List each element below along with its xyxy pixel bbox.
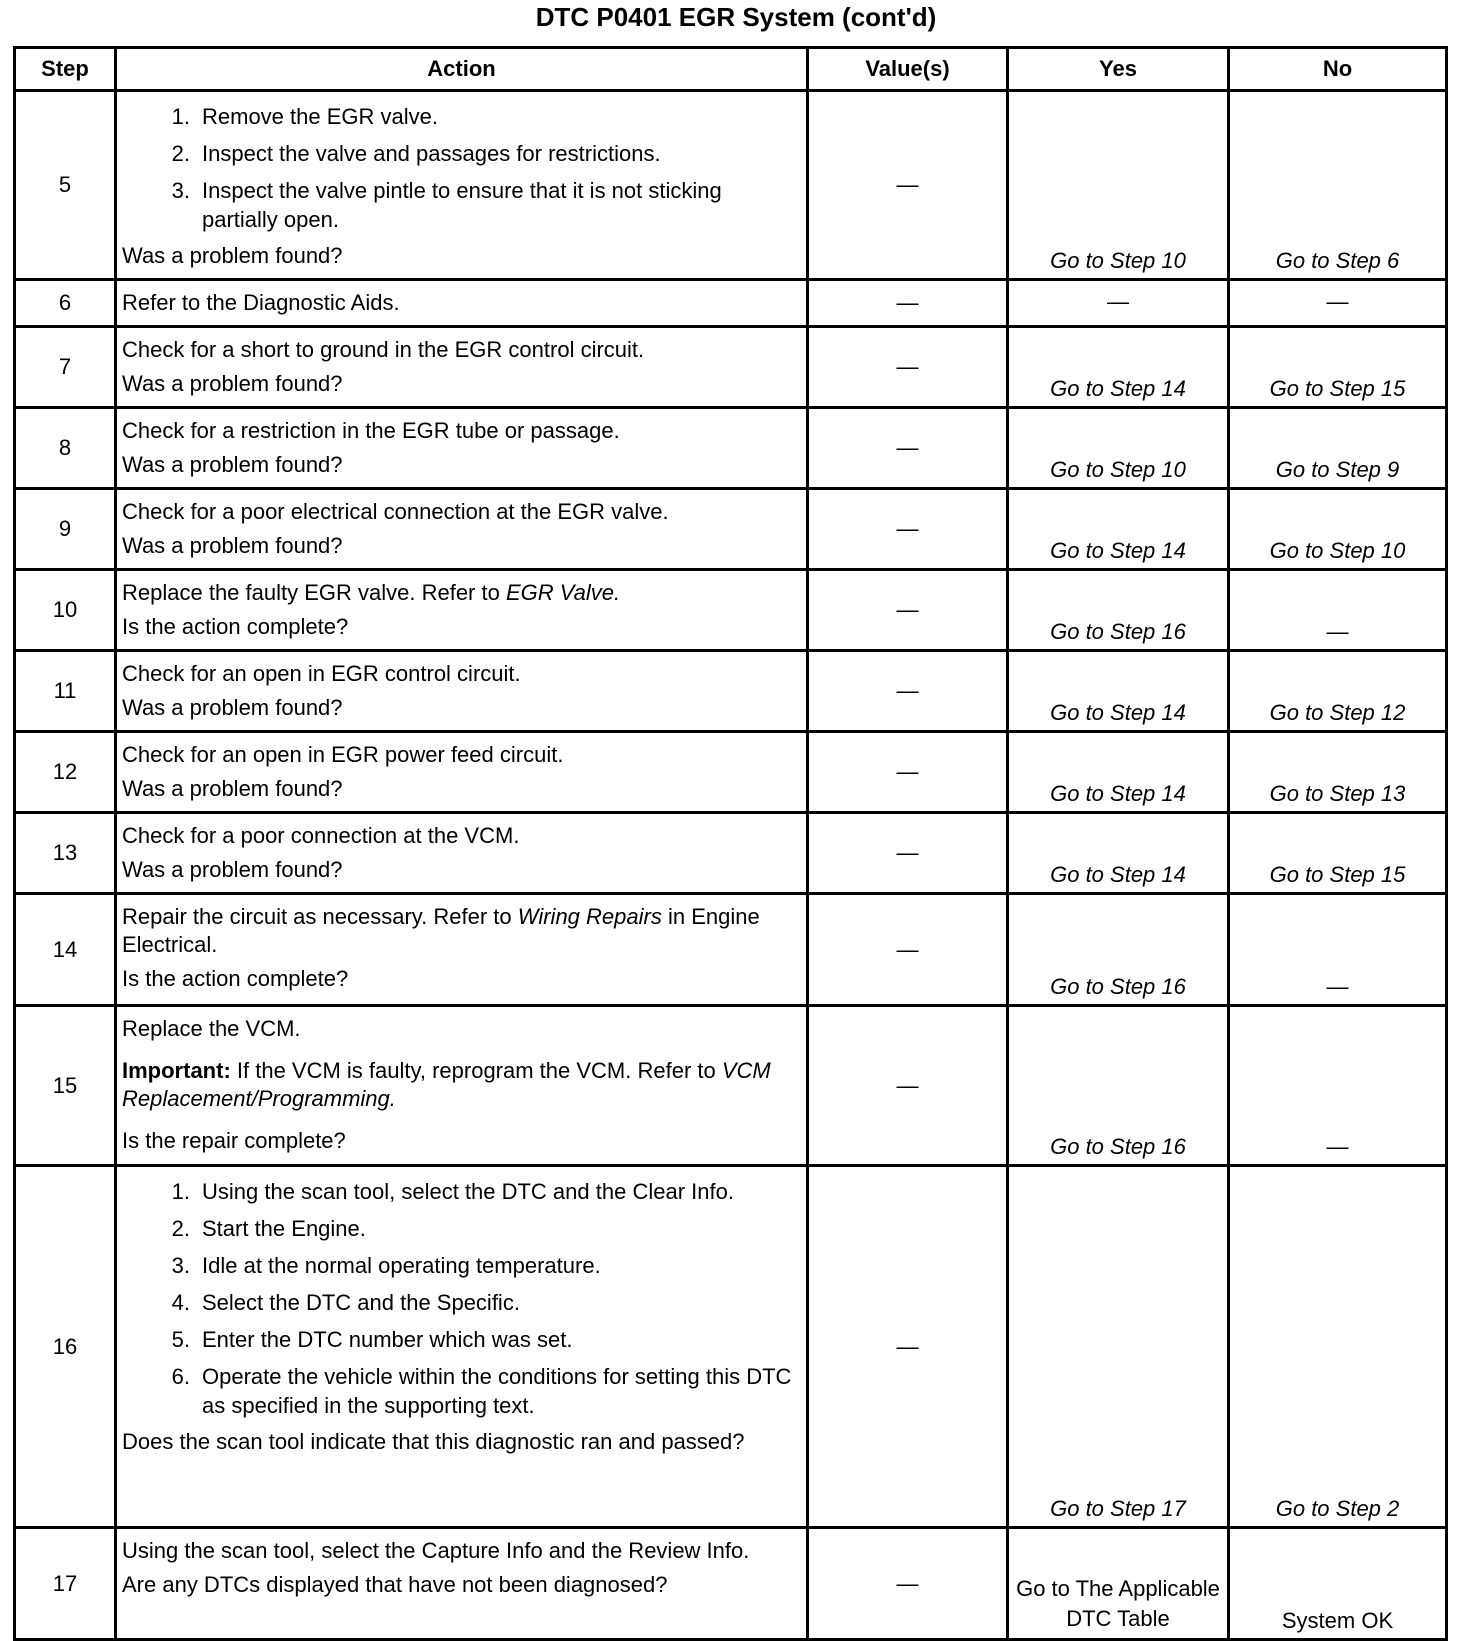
- action-cell: [116, 408, 808, 489]
- action-list-item: [122, 1251, 801, 1280]
- value-cell: —: [808, 280, 1008, 327]
- list-text: Remove the EGR valve.: [202, 104, 438, 129]
- table-row: [15, 1166, 1447, 1528]
- action-list-item: [122, 1214, 801, 1243]
- step-number: 10: [15, 570, 116, 651]
- action-cell: [116, 651, 808, 732]
- no-cell: Go to Step 6: [1229, 91, 1447, 280]
- action-question: Is the repair complete?: [122, 1128, 346, 1153]
- header-values: Value(s): [808, 48, 1008, 91]
- diagnostic-table: [13, 46, 1448, 1641]
- action-cell: [116, 91, 808, 280]
- no-cell: —: [1229, 280, 1447, 327]
- action-text-main: Replace the VCM.: [122, 1016, 301, 1041]
- action-cell: [116, 813, 808, 894]
- table-row: [15, 570, 1447, 651]
- action-cell: [116, 1528, 808, 1640]
- value-cell: —: [808, 1166, 1008, 1528]
- action-text: [122, 336, 801, 364]
- header-step: Step: [15, 48, 116, 91]
- value-cell: —: [808, 327, 1008, 408]
- table-row: [15, 408, 1447, 489]
- action-list-item: [122, 1325, 801, 1354]
- no-cell: Go to Step 15: [1229, 327, 1447, 408]
- action-question: Was a problem found?: [122, 452, 343, 477]
- action-text: [122, 498, 801, 526]
- yes-cell: Go to Step 14: [1008, 732, 1229, 813]
- yes-cell: —: [1008, 280, 1229, 327]
- action-text-main: Repair the circuit as necessary. Refer to: [122, 904, 518, 929]
- step-number: 13: [15, 813, 116, 894]
- action-text-main: Using the scan tool, select the Capture Info and the Review Info.: [122, 1538, 750, 1563]
- list-number: 2.: [171, 141, 190, 166]
- value-cell: —: [808, 732, 1008, 813]
- step-number: 7: [15, 327, 116, 408]
- action-list-item: [122, 1288, 801, 1317]
- step-number: 6: [15, 280, 116, 327]
- value-cell: —: [808, 894, 1008, 1006]
- action-question: Was a problem found?: [122, 533, 343, 558]
- header-yes: Yes: [1008, 48, 1229, 91]
- action-cell: [116, 732, 808, 813]
- table-row: [15, 1528, 1447, 1640]
- action-cell: [116, 280, 808, 327]
- action-question: Was a problem found?: [122, 776, 343, 801]
- action-text-main: Check for an open in EGR power feed circuit.: [122, 742, 564, 767]
- header-no: No: [1229, 48, 1447, 91]
- action-list-item: [122, 1362, 801, 1420]
- list-text: Select the DTC and the Specific.: [202, 1290, 520, 1315]
- yes-cell: Go to Step 14: [1008, 651, 1229, 732]
- action-text: [122, 660, 801, 688]
- yes-cell: Go to Step 10: [1008, 91, 1229, 280]
- yes-cell: Go to Step 14: [1008, 489, 1229, 570]
- no-cell: —: [1229, 894, 1447, 1006]
- action-list-item: [122, 102, 801, 131]
- yes-cell: Go to Step 16: [1008, 894, 1229, 1006]
- action-text: [122, 822, 801, 850]
- value-cell: —: [808, 1006, 1008, 1166]
- step-number: 15: [15, 1006, 116, 1166]
- table-row: [15, 651, 1447, 732]
- table-row: [15, 91, 1447, 280]
- table-row: [15, 732, 1447, 813]
- action-question: Was a problem found?: [122, 371, 343, 396]
- action-text: [122, 417, 801, 445]
- no-cell: Go to Step 15: [1229, 813, 1447, 894]
- action-cell: [116, 1166, 808, 1528]
- action-text-main: Refer to the Diagnostic Aids.: [122, 290, 400, 315]
- action-text-after: in Engine Electrical.: [122, 904, 760, 957]
- action-text: [122, 579, 801, 607]
- no-cell: Go to Step 9: [1229, 408, 1447, 489]
- value-cell: —: [808, 570, 1008, 651]
- action-question: Does the scan tool indicate that this diagnostic ran and passed?: [122, 1429, 745, 1454]
- yes-cell: Go to Step 10: [1008, 408, 1229, 489]
- action-question: Was a problem found?: [122, 243, 343, 268]
- list-number: 2.: [171, 1216, 190, 1241]
- step-number: 11: [15, 651, 116, 732]
- action-question: Is the action complete?: [122, 614, 349, 639]
- reference-link: EGR Valve.: [505, 580, 621, 605]
- table-row: [15, 894, 1447, 1006]
- list-text: Inspect the valve and passages for restrictions.: [202, 141, 661, 166]
- reference-link: VCM Replacement/Programming.: [122, 1058, 771, 1111]
- no-cell: Go to Step 13: [1229, 732, 1447, 813]
- action-text: [122, 741, 801, 769]
- list-text: Enter the DTC number which was set.: [202, 1327, 573, 1352]
- action-text-main: Check for a restriction in the EGR tube or passage.: [122, 418, 620, 443]
- table-row: [15, 327, 1447, 408]
- value-cell: —: [808, 651, 1008, 732]
- action-cell: [116, 894, 808, 1006]
- action-cell: [116, 570, 808, 651]
- action-text: [122, 289, 801, 317]
- step-number: 12: [15, 732, 116, 813]
- no-cell: Go to Step 12: [1229, 651, 1447, 732]
- step-number: 8: [15, 408, 116, 489]
- action-text: [122, 903, 801, 959]
- yes-cell: Go to Step 16: [1008, 570, 1229, 651]
- list-text: Using the scan tool, select the DTC and the Clear Info.: [202, 1179, 734, 1204]
- table-row: [15, 813, 1447, 894]
- action-question: Was a problem found?: [122, 695, 343, 720]
- value-cell: —: [808, 813, 1008, 894]
- value-cell: —: [808, 1528, 1008, 1640]
- action-question: Is the action complete?: [122, 966, 349, 991]
- action-text-main: Check for an open in EGR control circuit.: [122, 661, 521, 686]
- yes-cell: Go to Step 17: [1008, 1166, 1229, 1528]
- action-cell: [116, 489, 808, 570]
- action-list-item: [122, 176, 801, 234]
- list-number: 1.: [171, 104, 190, 129]
- action-question: Was a problem found?: [122, 857, 343, 882]
- step-number: 14: [15, 894, 116, 1006]
- step-number: 17: [15, 1528, 116, 1640]
- step-number: 5: [15, 91, 116, 280]
- header-row: [15, 48, 1447, 91]
- no-cell: System OK: [1229, 1528, 1447, 1640]
- action-list-item: [122, 1177, 801, 1206]
- step-number: 9: [15, 489, 116, 570]
- list-number: 3.: [171, 1253, 190, 1278]
- no-cell: —: [1229, 570, 1447, 651]
- action-text-main: Check for a poor electrical connection at the EGR valve.: [122, 499, 669, 524]
- action-question: Are any DTCs displayed that have not been diagnosed?: [122, 1572, 668, 1597]
- page-title: DTC P0401 EGR System (cont'd): [535, 2, 937, 32]
- list-text: Inspect the valve pintle to ensure that it is not sticking partially open.: [202, 178, 722, 232]
- action-text-main: Replace the faulty EGR valve. Refer to: [122, 580, 506, 605]
- table-row: [15, 489, 1447, 570]
- important-note: [122, 1057, 801, 1113]
- important-label: Important:: [122, 1058, 231, 1083]
- no-cell: Go to Step 2: [1229, 1166, 1447, 1528]
- reference-link: Wiring Repairs: [517, 904, 662, 929]
- action-text: [122, 1015, 801, 1043]
- list-text: Operate the vehicle within the conditions for setting this DTC as specified in the supporting text.: [202, 1364, 792, 1418]
- yes-cell: Go to Step 14: [1008, 327, 1229, 408]
- table-row: [15, 1006, 1447, 1166]
- list-number: 4.: [171, 1290, 190, 1315]
- action-text-main: Check for a poor connection at the VCM.: [122, 823, 520, 848]
- no-cell: Go to Step 10: [1229, 489, 1447, 570]
- step-number: 16: [15, 1166, 116, 1528]
- header-action: Action: [116, 48, 808, 91]
- action-cell: [116, 327, 808, 408]
- list-text: Idle at the normal operating temperature.: [202, 1253, 601, 1278]
- list-number: 6.: [171, 1364, 190, 1389]
- value-cell: —: [808, 91, 1008, 280]
- yes-cell: Go to Step 16: [1008, 1006, 1229, 1166]
- important-text: If the VCM is faulty, reprogram the VCM. Refer to: [230, 1058, 722, 1083]
- list-text: Start the Engine.: [202, 1216, 366, 1241]
- list-number: 1.: [171, 1179, 190, 1204]
- action-cell: [116, 1006, 808, 1166]
- yes-cell: Go to Step 14: [1008, 813, 1229, 894]
- yes-cell: Go to The Applicable DTC Table: [1008, 1528, 1229, 1640]
- table-row: [15, 280, 1447, 327]
- value-cell: —: [808, 408, 1008, 489]
- no-cell: —: [1229, 1006, 1447, 1166]
- action-text: [122, 1537, 801, 1565]
- action-list-item: [122, 139, 801, 168]
- value-cell: —: [808, 489, 1008, 570]
- list-number: 3.: [171, 178, 190, 203]
- list-number: 5.: [171, 1327, 190, 1352]
- action-text-main: Check for a short to ground in the EGR control circuit.: [122, 337, 645, 362]
